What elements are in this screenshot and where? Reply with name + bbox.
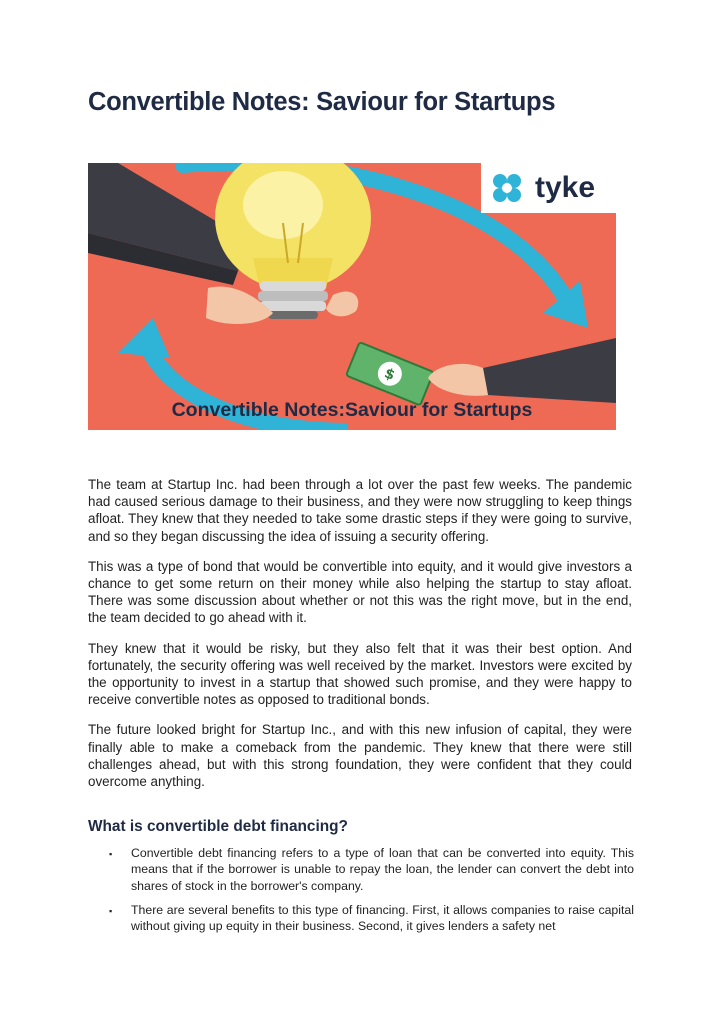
page-title: Convertible Notes: Saviour for Startups (88, 88, 556, 116)
paragraph: The team at Startup Inc. had been through a lot over the past few weeks. The pandemic had caused serious damage to their business, and they were now struggling to keep things afloat. They knew that they needed to take some drastic steps if they were going to survive, and so they began discussing the idea of issuing a security offering. (88, 477, 632, 544)
article-body (88, 476, 632, 803)
svg-text:$: $ (381, 365, 397, 384)
bullet-list (88, 845, 634, 942)
list-item (88, 845, 634, 894)
paragraph: The future looked bright for Startup Inc., and with this new infusion of capital, they were finally able to make a comeback from the pandemic. They knew that there were still challenges ahead, but with this strong foundation, they were confident that they could overcome anything. (88, 722, 632, 790)
hero-logo-text: tyke (535, 171, 596, 204)
hero-caption: Convertible Notes:Saviour for Startups (171, 399, 533, 421)
bullet-marker: ▪ (109, 849, 113, 859)
hero-image (88, 163, 616, 430)
paragraph: They knew that it would be risky, but they also felt that it was their best option. And fortunately, the security offering was well received by the market. Investors were excited by the opportunity to invest in a startup that showed such promise, and they were happy to receive convertible notes as opposed to traditional bonds. (88, 640, 632, 708)
list-item (88, 902, 634, 935)
paragraph: This was a type of bond that would be convertible into equity, and it would give investors a chance to get some return on their money while also helping the startup to stay afloat. There was some discussion about whether or not this was the right move, but in the end, the team decided to go ahead with it. (88, 558, 632, 626)
section-heading: What is convertible debt financing? (88, 818, 348, 835)
bullet-marker: ▪ (109, 905, 113, 916)
list-item-text: There are several benefits to this type of financing. First, it allows companies to raise capital without giving up equity in their business. Second, it gives lenders a safety net (131, 902, 634, 934)
list-item-text: Convertible debt financing refers to a type of loan that can be converted into equity. This means that if the borrower is unable to repay the loan, the lender can convert the debt into shares of stock in the borrower's company. (131, 846, 634, 893)
